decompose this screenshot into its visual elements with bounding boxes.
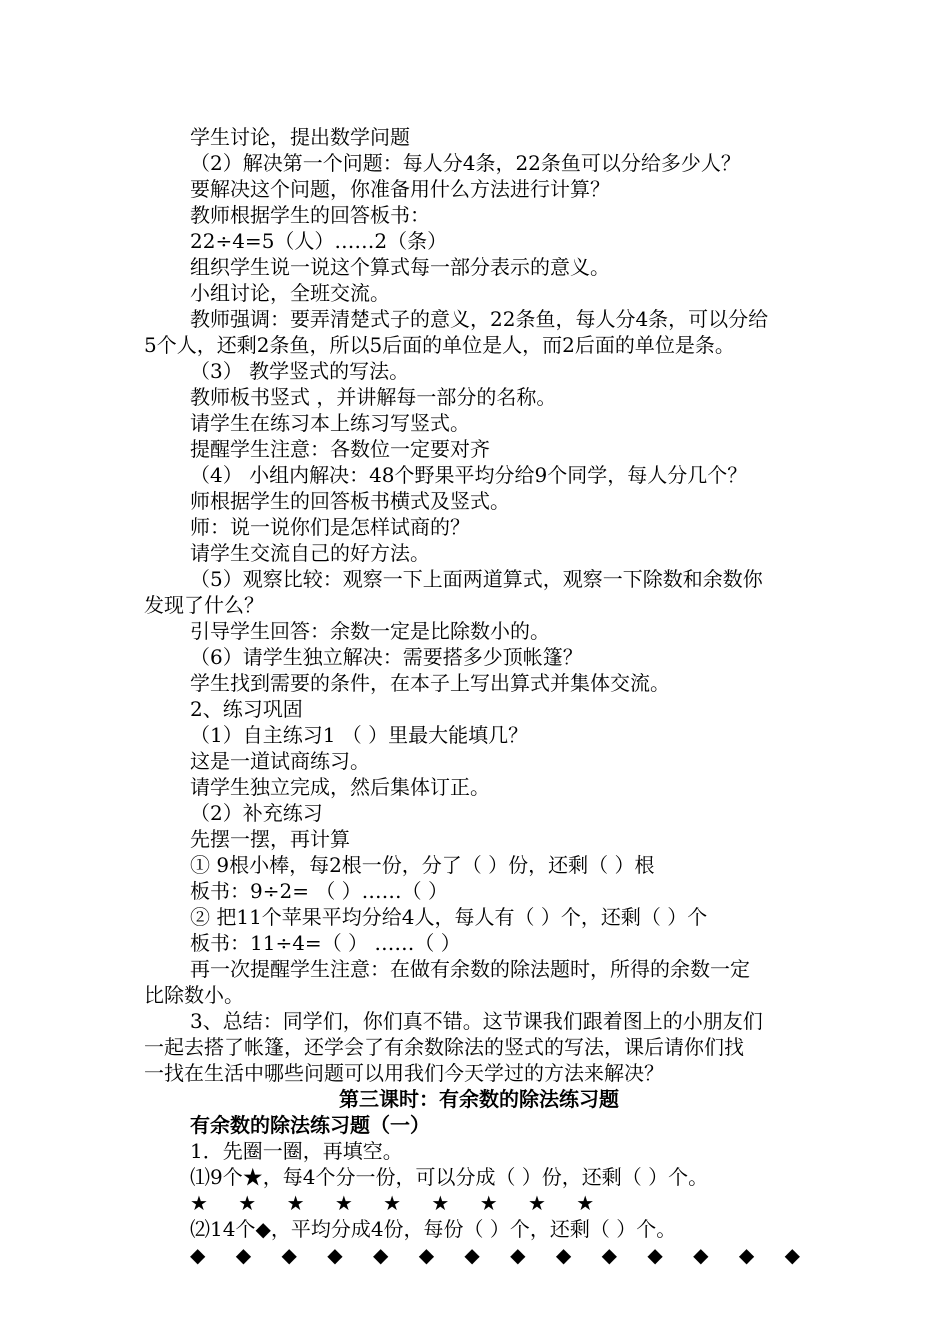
text-line: 师：说一说你们是怎样试商的？ [190,515,470,539]
text-line: 再一次提醒学生注意：在做有余数的除法题时，所得的余数一定 [190,957,750,981]
text-line: （5）观察比较：观察一下上面两道算式，观察一下除数和余数你 [190,567,763,591]
text-line: 学生找到需要的条件，在本子上写出算式并集体交流。 [190,671,670,695]
text-line: （2）解决第一个问题：每人分4条，22条鱼可以分给多少人？ [190,151,741,175]
exercise-question-2: ⑵14个◆，平均分成4份，每份（ ）个，还剩（ ）个。 [190,1217,677,1241]
text-line: 板书：9÷2= （ ）……（ ） [190,879,449,903]
text-line: 这是一道试商练习。 [190,749,370,773]
text-line: 一找在生活中哪些问题可以用我们今天学过的方法来解决？ [144,1061,664,1085]
section-title: 第三课时：有余数的除法练习题 [339,1087,619,1111]
text-line: 小组讨论，全班交流。 [190,281,390,305]
text-line: （3） 教学竖式的写法。 [190,359,410,383]
diamond-icons-row: ◆ ◆ ◆ ◆ ◆ ◆ ◆ ◆ ◆ ◆ ◆ ◆ ◆ ◆ [190,1243,812,1267]
text-line: 请学生在练习本上练习写竖式。 [190,411,470,435]
text-line: （2）补充练习 [190,801,323,825]
text-line: 提醒学生注意：各数位一定要对齐 [190,437,490,461]
text-line: 请学生交流自己的好方法。 [190,541,430,565]
text-line: 2、练习巩固 [190,697,303,721]
text-line: 发现了什么？ [144,593,264,617]
star-icons-row: ★ ★ ★ ★ ★ ★ ★ ★ ★ [190,1191,607,1215]
text-line: 教师强调：要弄清楚式子的意义，22条鱼，每人分4条，可以分给 [190,307,769,331]
text-line: 教师板书竖式 ，并讲解每一部分的名称。 [190,385,557,409]
text-line: 请学生独立完成，然后集体订正。 [190,775,490,799]
subsection-title: 有余数的除法练习题（一） [190,1113,430,1137]
text-line: 22÷4=5（人）……2（条） [190,229,448,253]
text-line: ① 9根小棒，每2根一份，分了（ ）份，还剩（ ）根 [190,853,655,877]
text-line: 引导学生回答：余数一定是比除数小的。 [190,619,550,643]
text-line: 3、总结：同学们，你们真不错。这节课我们跟着图上的小朋友们 [190,1009,763,1033]
exercise-question-1: ⑴9个★，每4个分一份，可以分成（ ）份，还剩（ ）个。 [190,1165,709,1189]
text-line: （4） 小组内解决：48个野果平均分给9个同学，每人分几个？ [190,463,748,487]
text-line: 要解决这个问题，你准备用什么方法进行计算？ [190,177,610,201]
text-line: 学生讨论，提出数学问题 [190,125,410,149]
text-line: 5个人，还剩2条鱼，所以5后面的单位是人，而2后面的单位是条。 [144,333,735,357]
text-line: ② 把11个苹果平均分给4人，每人有（ ）个，还剩（ ）个 [190,905,708,929]
text-line: 师根据学生的回答板书横式及竖式。 [190,489,510,513]
text-line: （6）请学生独立解决：需要搭多少顶帐篷？ [190,645,583,669]
text-line: 一起去搭了帐篷，还学会了有余数除法的竖式的写法，课后请你们找 [144,1035,744,1059]
text-line: 比除数小。 [144,983,244,1007]
exercise-instruction: 1．先圈一圈，再填空。 [190,1139,403,1163]
text-line: （1）自主练习1 （ ）里最大能填几？ [190,723,529,747]
text-line: 板书：11÷4=（ ） ……（ ） [190,931,461,955]
text-line: 组织学生说一说这个算式每一部分表示的意义。 [190,255,610,279]
text-line: 教师根据学生的回答板书： [190,203,430,227]
text-line: 先摆一摆，再计算 [190,827,350,851]
